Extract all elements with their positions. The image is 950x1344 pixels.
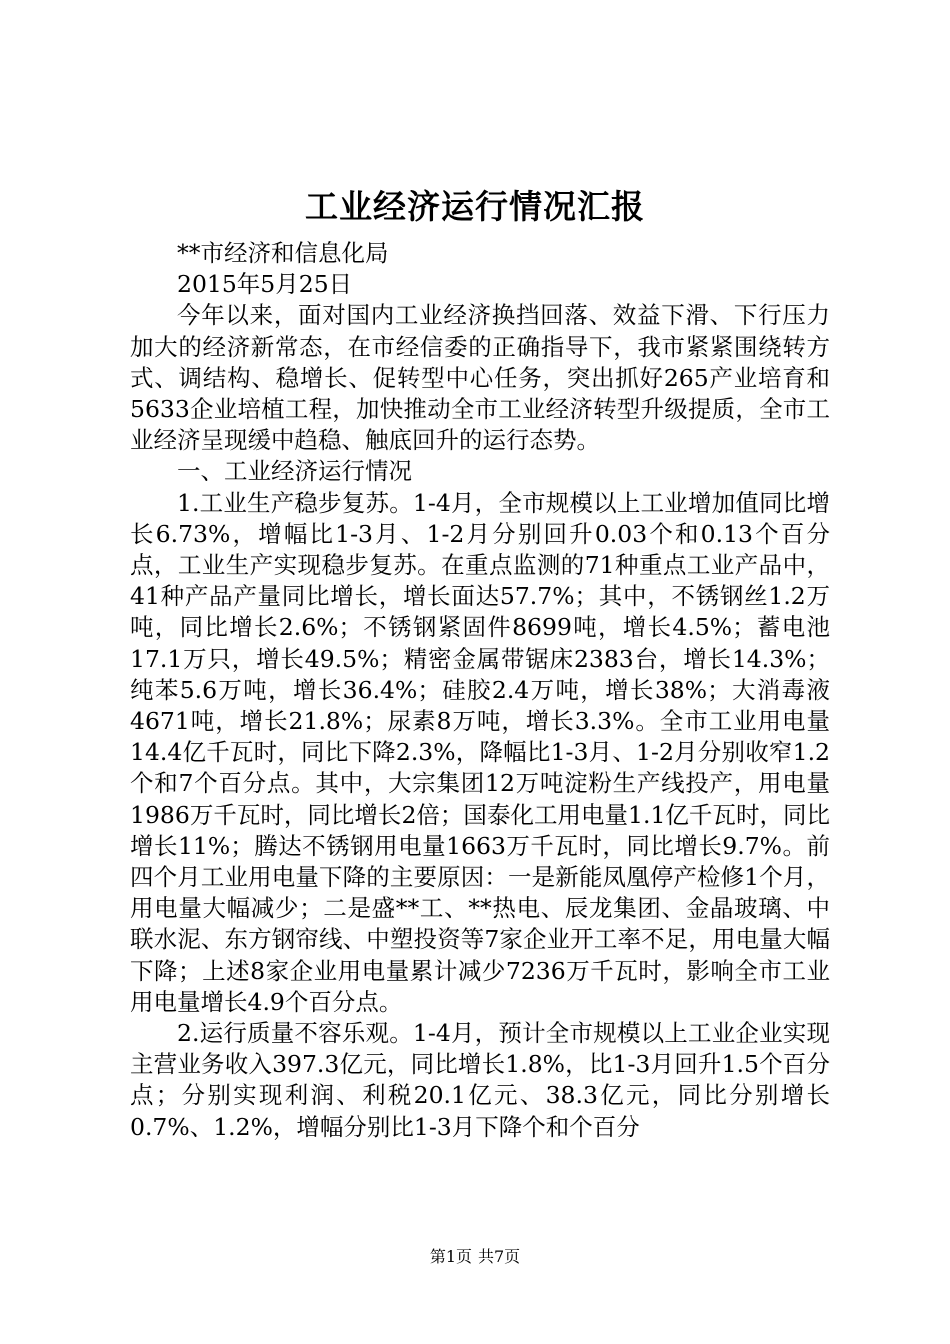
section-heading: 一、工业经济运行情况 [177, 457, 412, 486]
body-paragraph: 2.运行质量不容乐观。1-4月，预计全市规模以上工业企业实现主营业务收入397.3亿元，同比增长1.8%，比1-3月回升1.5个百分点；分别实现利润、利税20.1亿元、38.3亿元，同比分别增长0.7%、1.2%，增幅分别比1-3月下降个和个百分 [130, 1019, 830, 1141]
intro-paragraph: 今年以来，面对国内工业经济换挡回落、效益下滑、下行压力加大的经济新常态，在市经信委的正确指导下，我市紧紧围绕转方式、调结构、稳增长、促转型中心任务，突出抓好265产业培育和5633企业培植工程，加快推动全市工业经济转型升级提质，全市工业经济呈现缓中趋稳、触底回升的运行态势。 [130, 301, 830, 455]
date-line: 2015年5月25日 [177, 270, 353, 299]
body-paragraph: 1.工业生产稳步复苏。1-4月，全市规模以上工业增加值同比增长6.73%，增幅比1-3月、1-2月分别回升0.03个和0.13个百分点，工业生产实现稳步复苏。在重点监测的71种重点工业产品中，41种产品产量同比增长，增长面达57.7%；其中，不锈钢丝1.2万吨，同比增长2.6%；不锈钢紧固件8699吨，增长4.5%；蓄电池17.1万只，增长49.5%；精密金属带锯床2383台，增长14.3%；纯苯5.6万吨，增长36.4%；硅胶2.4万吨，增长38%；大消毒液4671吨，增长21.8%；尿素8万吨，增长3.3%。全市工业用电量14.4亿千瓦时，同比下降2.3%，降幅比1-3月、1-2月分别收窄1.2个和7个百分点。其中，大宗集团12万吨淀粉生产线投产，用电量1986万千瓦时，同比增长2倍；国泰化工用电量1.1亿千瓦时，同比增长11%；腾达不锈钢用电量1663万千瓦时，同比增长9.7%。前四个月工业用电量下降的主要原因：一是新能凤凰停产检修1个月，用电量大幅减少；二是盛**工、**热电、辰龙集团、金晶玻璃、中联水泥、东方钢帘线、中塑投资等7家企业开工率不足，用电量大幅下降；上述8家企业用电量累计减少7236万千瓦时，影响全市工业用电量增长4.9个百分点。 [130, 488, 830, 1016]
page-number: 第1页 [429, 1247, 472, 1266]
page-footer [0, 1247, 950, 1267]
document-title: 工业经济运行情况汇报 [305, 187, 645, 226]
page-total: 共7页 [478, 1247, 521, 1266]
author-line: **市经济和信息化局 [177, 239, 389, 267]
document-body [130, 238, 830, 1143]
